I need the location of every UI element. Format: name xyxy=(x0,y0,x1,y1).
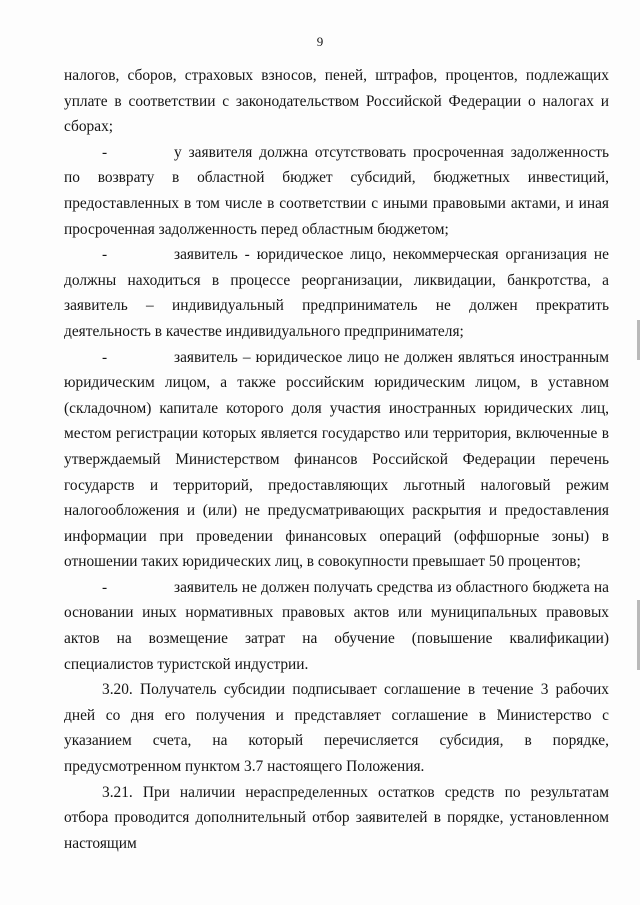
paragraph-continuation: налогов, сборов, страховых взносов, пеней, штрафов, процентов, подлежащих уплате в соответствии с законодательством Российской Федерации о налогах и сборах; xyxy=(64,67,609,136)
document-body xyxy=(64,63,609,856)
list-item-text: заявитель не должен получать средства из областного бюджета на основании иных нормативных правовых актов или муниципальных правовых актов на возмещение затрат на обучение (повышение квалификации) специалистов туристской индустрии. xyxy=(64,578,609,673)
list-dash-marker: - xyxy=(102,348,108,366)
clause-3-21: 3.21. При наличии нераспределенных остатков средств по результатам отбора проводится дополнительный отбор заявителей в порядке, установленном настоящим xyxy=(64,783,609,852)
list-dash-marker: - xyxy=(102,246,108,264)
list-dash-marker: - xyxy=(102,143,108,161)
list-dash-marker: - xyxy=(102,578,108,596)
list-item-no-overdue-debt xyxy=(64,140,609,242)
page-number: 9 xyxy=(316,34,324,49)
list-item-not-foreign-entity xyxy=(64,345,609,575)
clause-3-20: 3.20. Получатель субсидии подписывает соглашение в течение 3 рабочих дней со дня его получения и представляет соглашение в Министерство с указанием счета, на который перечисляется субсидия, в порядке, предусмотренном пунктом 3.7 настоящего Положения. xyxy=(64,681,609,776)
list-item-not-reorganizing xyxy=(64,242,609,344)
list-item-text: заявитель – юридическое лицо не должен являться иностранным юридическим лицом, а также российским юридическим лицом, в уставном (складочном) капитале которого доля участия иностранных юридических лиц, местом регистрации которых является государство или территория, включенные в утверждаемый Министерством финансов Российской Федерации перечень государств и территорий, предоставляющих льготный налоговый режим налогообложения и (или) не предусматривающих раскрытия и предоставления информации при проведении финансовых операций (оффшорные зоны) в отношении таких юридических лиц, в совокупности превышает 50 процентов; xyxy=(64,348,609,571)
list-item-no-other-funds xyxy=(64,575,609,677)
list-item-text: заявитель - юридическое лицо, некоммерческая организация не должны находиться в процессе реорганизации, ликвидации, банкротства, а заявитель – индивидуальный предприниматель не должен прекратить деятельность в качестве индивидуального предпринимателя; xyxy=(64,246,609,340)
list-item-text: у заявителя должна отсутствовать просроченная задолженность по возврату в областной бюджет субсидий, бюджетных инвестиций, предоставленных в том числе в соответствии с иными правовыми актами, и иная просроченная задолженность перед областным бюджетом; xyxy=(64,143,609,238)
